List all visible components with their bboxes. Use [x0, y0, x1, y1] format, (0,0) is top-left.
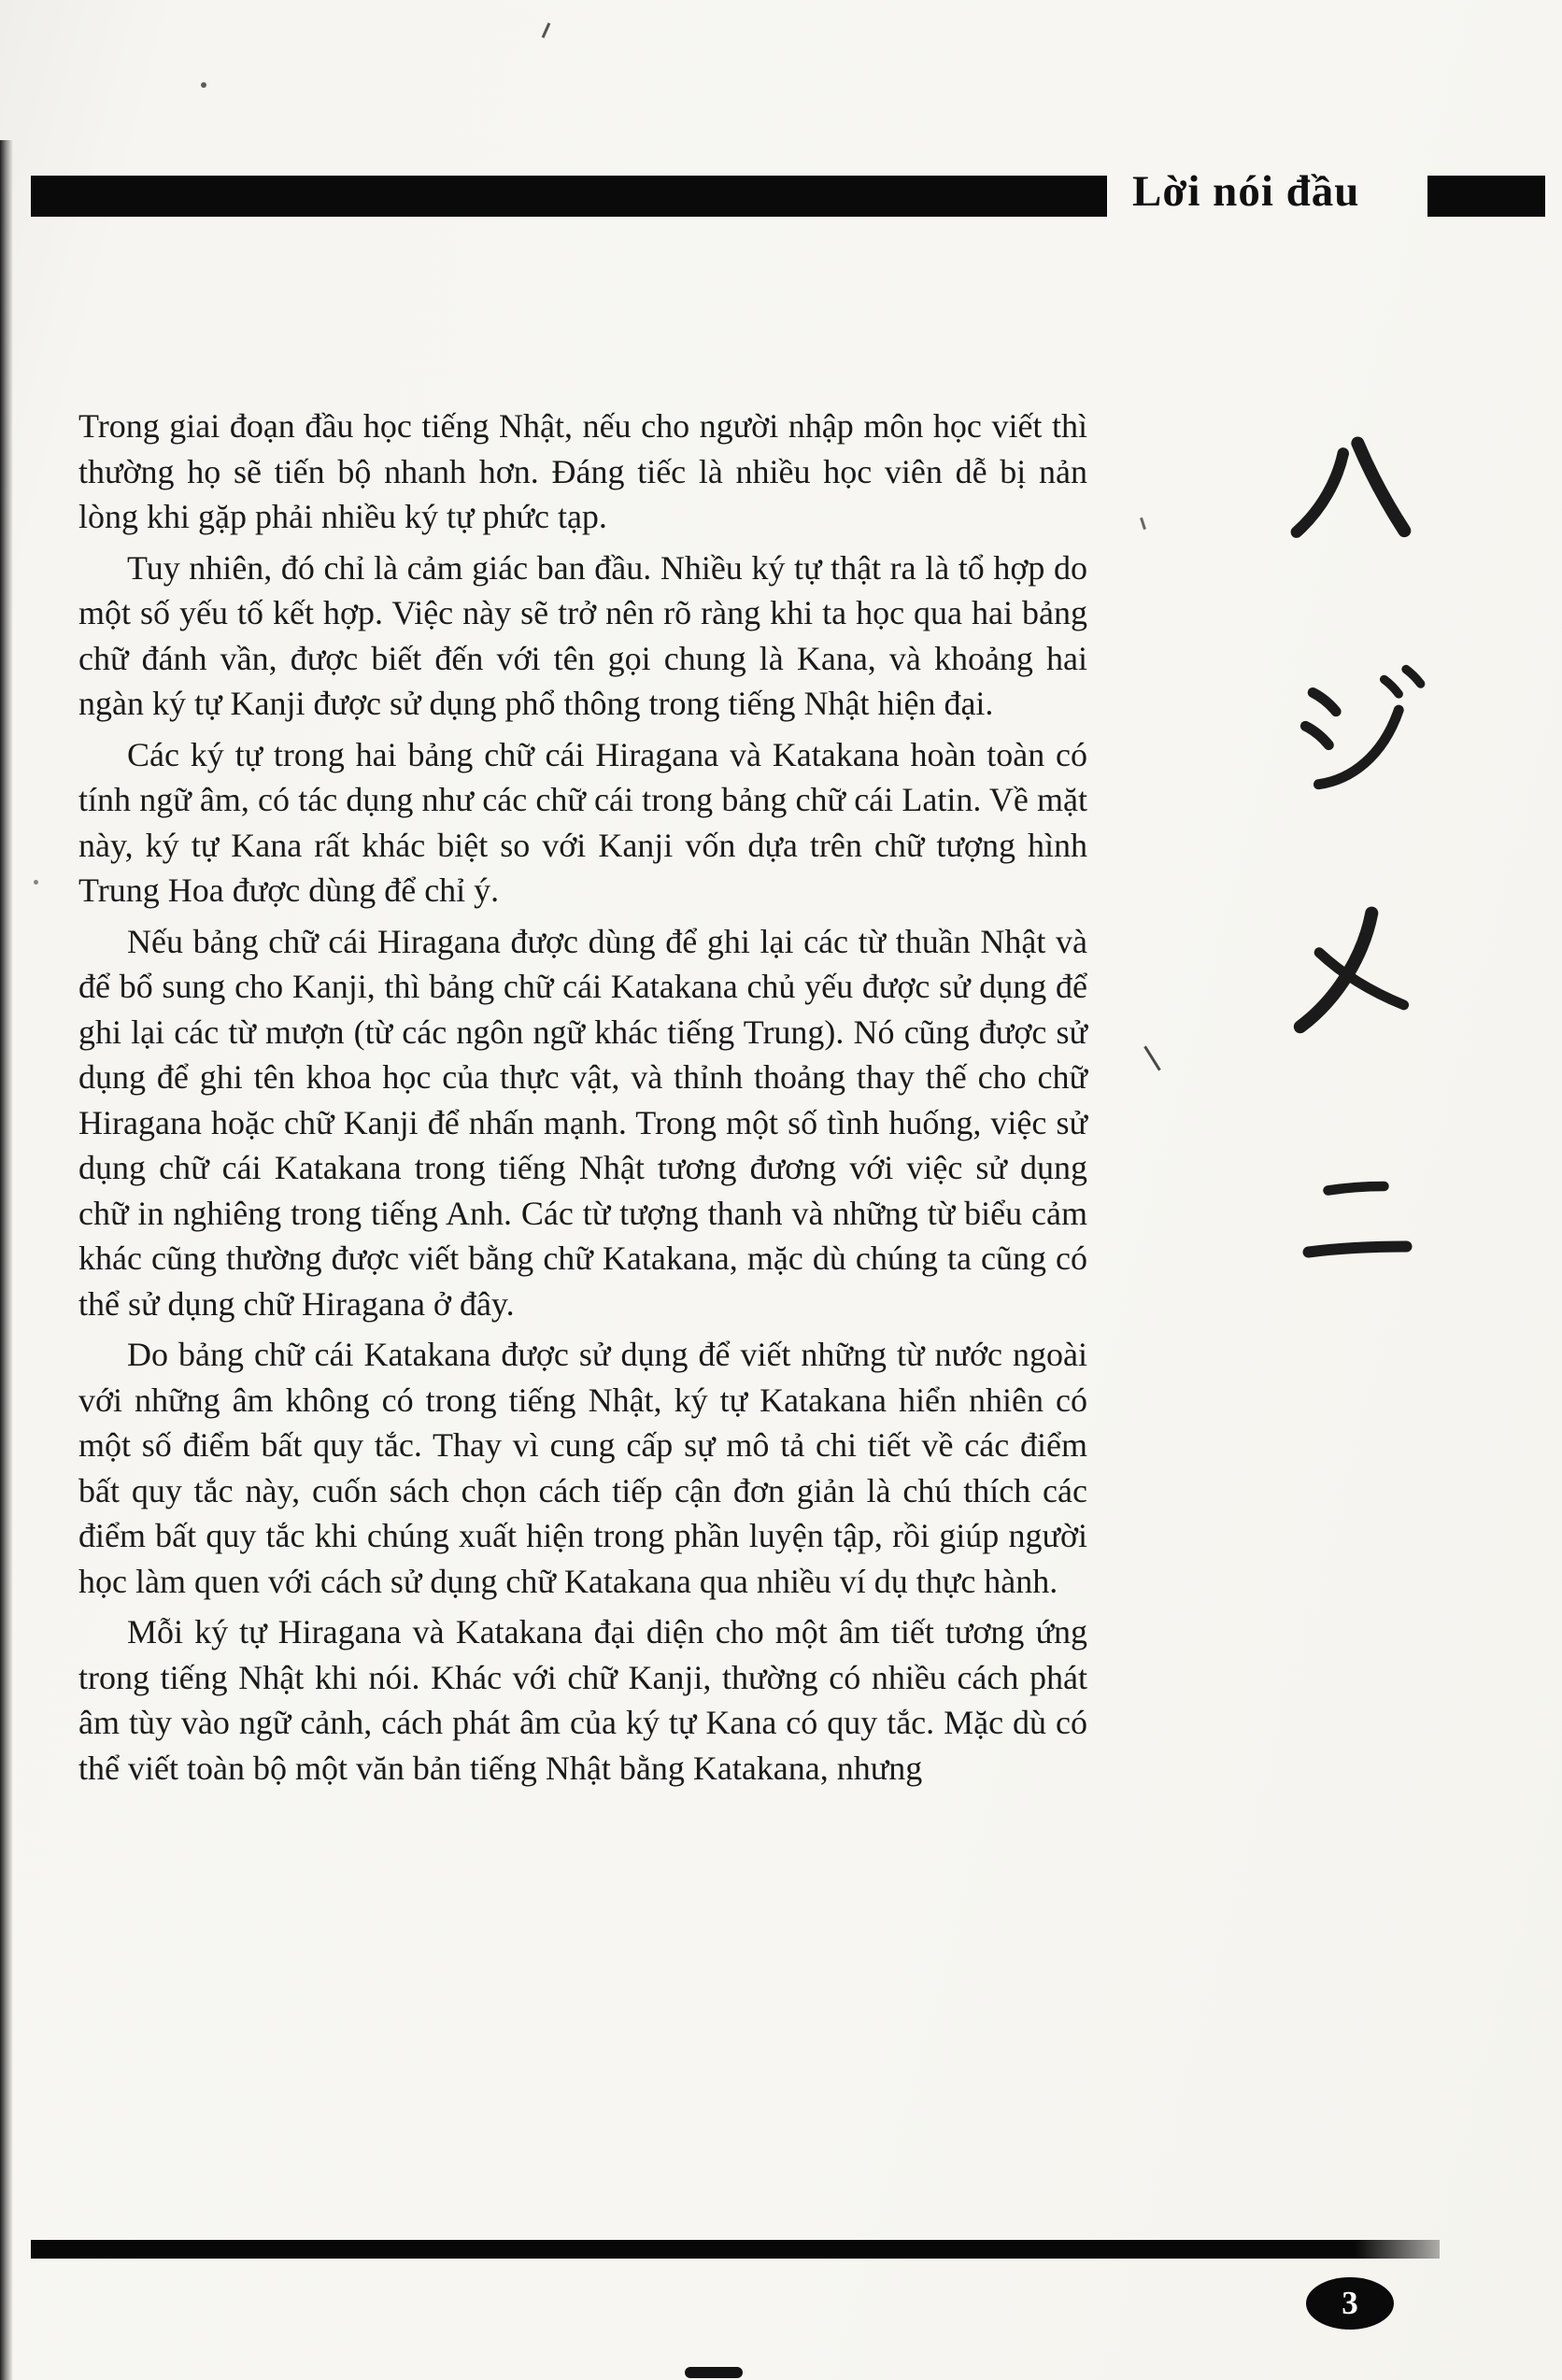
page-number: 3: [1342, 2285, 1358, 2321]
kana-ji-glyph: [1284, 652, 1429, 809]
paragraph: Nếu bảng chữ cái Hiragana được dùng để ghi lại các từ thuần Nhật và để bổ sung cho Kanji, thì bảng chữ cái Katakana chủ yếu được sử dụng để ghi lại các từ mượn (từ các ngôn ngữ khác tiếng Trung). Nó cũng được sử dụng để ghi tên khoa học của thực vật, và thỉnh thoảng thay thế cho chữ Hiragana hoặc chữ Kanji để nhấn mạnh. Trong một số tình huống, việc sử dụng chữ cái Katakana trong tiếng Nhật tương đương với việc sử dụng chữ in nghiêng trong tiếng Anh. Các từ tượng thanh và những từ biểu cảm khác cũng thường được viết bằng chữ Katakana, mặc dù chúng ta cũng có thể sử dụng chữ Hiragana ở đây.: [78, 922, 1087, 1323]
page-number-badge: [1306, 2277, 1394, 2330]
paragraph: Các ký tự trong hai bảng chữ cái Hiragana và Katakana hoàn toàn có tính ngữ âm, có tác dụng như các chữ cái trong bảng chữ cái Latin. Về mặt này, ký tự Kana rất khác biệt so với Kanji vốn dựa trên chữ tượng hình Trung Hoa được dùng để chỉ ý.: [78, 735, 1087, 909]
footer-rule: [31, 2240, 1440, 2259]
paragraph: Mỗi ký tự Hiragana và Katakana đại diện cho một âm tiết tương ứng trong tiếng Nhật khi nói. Khác với chữ Kanji, thường có nhiều cách phát âm tùy vào ngữ cảnh, cách phát âm của ký tự Kana có quy tắc. Mặc dù có thể viết toàn bộ một văn bản tiếng Nhật bằng Katakana, nhưng: [78, 1613, 1087, 1787]
header-rule-right: [1427, 176, 1545, 217]
page-edge-shadow: [0, 140, 13, 2380]
scan-mark: [1140, 517, 1146, 530]
paragraph: Trong giai đoạn đầu học tiếng Nhật, nếu cho người nhập môn học viết thì thường họ sẽ tiến bộ nhanh hơn. Đáng tiếc là nhiều học viên dễ bị nản lòng khi gặp phải nhiều ký tự phức tạp.: [78, 407, 1087, 535]
paragraph: Do bảng chữ cái Katakana được sử dụng để viết những từ nước ngoài với những âm không có trong tiếng Nhật, ký tự Katakana hiển nhiên có một số điểm bất quy tắc. Thay vì cung cấp sự mô tả chi tiết về các điểm bất quy tắc này, cuốn sách chọn cách tiếp cận đơn giản là chú thích các điểm bất quy tắc khi chúng xuất hiện trong phần luyện tập, rồi giúp người học làm quen với cách sử dụng chữ Katakana qua nhiều ví dụ thực hành.: [78, 1336, 1087, 1600]
preface-text-block: [78, 404, 1087, 1796]
scan-speck: [201, 82, 206, 88]
kana-me-glyph: [1280, 893, 1426, 1050]
kana-ni-glyph: [1287, 1147, 1427, 1287]
scan-smudge: [685, 2367, 743, 2378]
scan-mark: [542, 22, 551, 38]
scan-speck: [34, 880, 38, 885]
kana-ha-glyph: [1276, 413, 1422, 570]
scan-mark: [1143, 1045, 1160, 1070]
header-rule-left: [31, 176, 1107, 217]
paragraph: Tuy nhiên, đó chỉ là cảm giác ban đầu. Nhiều ký tự thật ra là tổ hợp do một số yếu tố kết hợp. Việc này sẽ trở nên rõ ràng khi ta học qua hai bảng chữ đánh vần, được biết đến với tên gọi chung là Kana, và khoảng hai ngàn ký tự Kanji được sử dụng phổ thông trong tiếng Nhật hiện đại.: [78, 548, 1087, 722]
page-title: Lời nói đầu: [1132, 167, 1360, 216]
